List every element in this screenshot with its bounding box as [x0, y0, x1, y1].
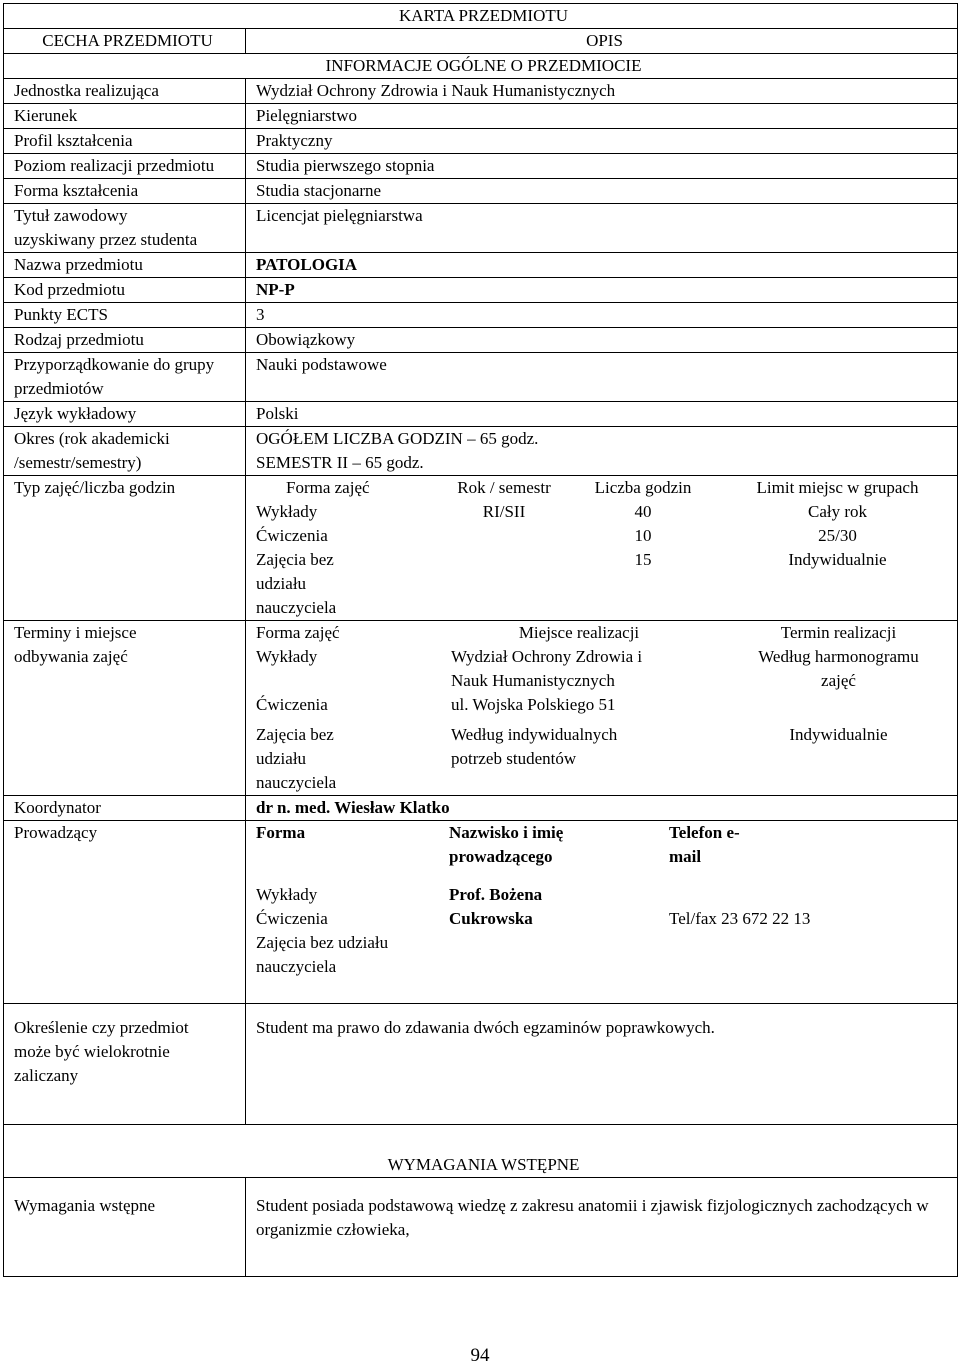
teachers-header-name: Nazwisko i imię prowadzącego [449, 823, 564, 866]
coordinator-value: dr n. med. Wiesław Klatko [246, 796, 958, 821]
hours-table-row [246, 548, 958, 620]
schedule-table-row [246, 717, 958, 795]
info-label: Profil kształcenia [4, 129, 246, 154]
hours-count: 15 [634, 550, 652, 569]
hours-row [4, 476, 958, 621]
teacher-form-item: Ćwiczenia [256, 909, 328, 928]
coordinator-row [4, 796, 958, 821]
teachers-table [246, 821, 958, 1003]
spacer [256, 669, 439, 693]
repeat-label: Określenie czy przedmiot może być wielokrotnie zaliczany [4, 1004, 246, 1125]
col-header-feature: CECHA PRZEDMIOTU [4, 29, 246, 54]
schedule-cell [246, 621, 958, 796]
info-value: Pielęgniarstwo [246, 104, 958, 129]
semester-hours: SEMESTR II – 65 godz. [256, 453, 424, 472]
schedule-place-street: ul. Wojska Polskiego 51 [451, 695, 616, 714]
schedule-header-row [246, 621, 958, 645]
info-value: Studia stacjonarne [246, 179, 958, 204]
card-title: KARTA PRZEDMIOTU [4, 4, 958, 29]
prerequisites-section-title: WYMAGANIA WSTĘPNE [4, 1125, 958, 1178]
info-value: Praktyczny [246, 129, 958, 154]
course-code: NP-P [246, 278, 958, 303]
hours-header-year: Rok / semestr [457, 478, 551, 497]
prerequisites-value: Student posiada podstawową wiedzę z zakresu anatomii i zjawisk fizjologicznych zachodzących w organizmie człowieka, [246, 1178, 958, 1277]
hours-year [439, 548, 569, 620]
teachers-header-row [246, 821, 958, 883]
info-row [4, 328, 958, 353]
info-row [4, 129, 958, 154]
repeat-row [4, 1004, 958, 1125]
teacher-name: Prof. Bożena Cukrowska [449, 885, 543, 928]
hours-header-hours: Liczba godzin [594, 478, 692, 497]
hours-count: 10 [634, 526, 652, 545]
info-label: Przyporządkowanie do grupy przedmiotów [4, 353, 246, 402]
info-value: Polski [246, 402, 958, 427]
page-number: 94 [470, 1345, 490, 1366]
hours-header-row [246, 476, 958, 500]
schedule-row [4, 621, 958, 796]
schedule-label: Terminy i miejsce odbywania zajęć [4, 621, 246, 796]
info-label: Poziom realizacji przedmiotu [4, 154, 246, 179]
hours-count: 40 [634, 502, 652, 521]
hours-limit: 25/30 [818, 526, 857, 545]
hours-form: Ćwiczenia [256, 526, 328, 545]
schedule-place: Według indywidualnych potrzeb studentów [451, 725, 618, 768]
hours-limit: Cały rok [807, 502, 868, 521]
info-label: Tytuł zawodowy uzyskiwany przez studenta [4, 204, 246, 253]
column-headers-row [4, 29, 958, 54]
hours-cell [246, 476, 958, 621]
info-row [4, 104, 958, 129]
hours-limit: Indywidualnie [788, 550, 887, 569]
period-row [4, 427, 958, 476]
info-row [4, 278, 958, 303]
period-value [246, 427, 958, 476]
hours-form: Wykłady [256, 502, 318, 521]
teachers-row [4, 821, 958, 1004]
course-name: PATOLOGIA [246, 253, 958, 278]
teachers-table-row [246, 883, 958, 1003]
info-label: Nazwa przedmiotu [4, 253, 246, 278]
info-value: Nauki podstawowe [246, 353, 958, 402]
schedule-header-place: Miejsce realizacji [518, 623, 640, 642]
total-hours: OGÓŁEM LICZBA GODZIN – 65 godz. [256, 429, 539, 448]
schedule-form-lecture: Wykłady [256, 647, 318, 666]
info-value: Licencjat pielęgniarstwa [246, 204, 958, 253]
hours-label: Typ zajęć/liczba godzin [4, 476, 246, 621]
info-label: Kod przedmiotu [4, 278, 246, 303]
title-row [4, 4, 958, 29]
schedule-form [246, 645, 439, 717]
schedule-place-main: Wydział Ochrony Zdrowia i Nauk Humanistycznych [451, 647, 643, 690]
info-row [4, 154, 958, 179]
teachers-header-form: Forma [256, 823, 306, 842]
info-label: Punkty ECTS [4, 303, 246, 328]
hours-year [439, 524, 569, 548]
hours-table-row [246, 500, 958, 524]
hours-form: Zajęcia bez udziału nauczyciela [256, 550, 337, 617]
schedule-table [246, 621, 958, 795]
col-header-description: OPIS [246, 29, 958, 54]
info-row [4, 79, 958, 104]
info-label: Forma kształcenia [4, 179, 246, 204]
info-row [4, 402, 958, 427]
schedule-header-time: Termin realizacji [780, 623, 897, 642]
section-general-title: INFORMACJE OGÓLNE O PRZEDMIOCIE [4, 54, 958, 79]
schedule-form-exercise: Ćwiczenia [256, 695, 328, 714]
info-value: Wydział Ochrony Zdrowia i Nauk Humanistycznych [246, 79, 958, 104]
info-row [4, 303, 958, 328]
course-card-table [3, 3, 958, 1277]
teacher-form-item: Wykłady [256, 885, 318, 904]
teacher-form-item: Zajęcia bez udziału nauczyciela [256, 933, 389, 976]
hours-header-limit: Limit miejsc w grupach [756, 478, 919, 497]
schedule-time: Według harmonogramu zajęć [758, 647, 919, 690]
repeat-value: Student ma prawo do zdawania dwóch egzaminów poprawkowych. [246, 1004, 958, 1125]
period-label: Okres (rok akademicki /semestr/semestry) [4, 427, 246, 476]
info-value: Studia pierwszego stopnia [246, 154, 958, 179]
ects-value: 3 [246, 303, 958, 328]
schedule-place [439, 645, 719, 717]
coordinator-label: Koordynator [4, 796, 246, 821]
section-general-row [4, 54, 958, 79]
teachers-header-contact: Telefon e-mail [669, 823, 740, 866]
hours-table [246, 476, 958, 620]
hours-year: RI/SII [482, 502, 526, 521]
hours-header-form: Forma zajęć [286, 478, 370, 497]
info-label: Jednostka realizująca [4, 79, 246, 104]
info-row [4, 204, 958, 253]
teachers-cell [246, 821, 958, 1004]
teacher-contact: Tel/fax 23 672 22 13 [669, 909, 811, 928]
schedule-time: Indywidualnie [789, 725, 888, 744]
info-label: Język wykładowy [4, 402, 246, 427]
info-value: Obowiązkowy [246, 328, 958, 353]
schedule-table-row [246, 645, 958, 717]
prerequisites-label: Wymagania wstępne [4, 1178, 246, 1277]
teachers-forms [246, 883, 439, 1003]
schedule-form: Zajęcia bez udziału nauczyciela [256, 725, 337, 792]
info-row [4, 179, 958, 204]
info-row [4, 353, 958, 402]
info-row [4, 253, 958, 278]
info-label: Rodzaj przedmiotu [4, 328, 246, 353]
prerequisites-section-row [4, 1125, 958, 1178]
schedule-header-form: Forma zajęć [256, 623, 340, 642]
hours-table-row [246, 524, 958, 548]
info-label: Kierunek [4, 104, 246, 129]
prerequisites-row [4, 1178, 958, 1277]
teachers-label: Prowadzący [4, 821, 246, 1004]
course-card [3, 3, 957, 1315]
